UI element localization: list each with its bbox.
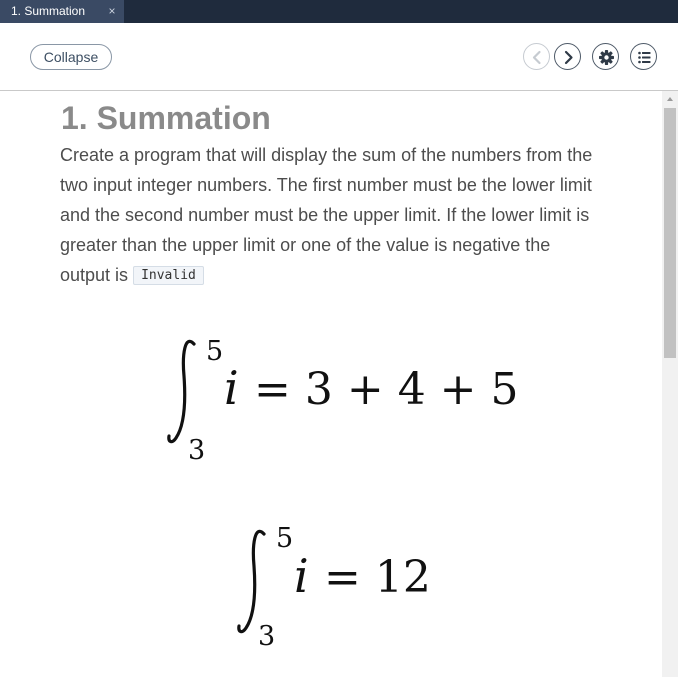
chevron-right-icon — [555, 44, 582, 71]
settings-button[interactable] — [592, 43, 619, 70]
formula-rhs: = 12 — [324, 552, 431, 603]
next-button[interactable] — [554, 43, 581, 70]
tab-label: 1. Summation — [11, 4, 86, 18]
tab-bar — [0, 0, 678, 23]
scroll-thumb[interactable] — [664, 108, 676, 358]
problem-description — [60, 140, 605, 293]
outline-button[interactable] — [630, 43, 657, 70]
formula-rhs: = 3 + 4 + 5 — [254, 364, 519, 415]
formula-result-svg — [230, 516, 490, 656]
lower-limit: 3 — [258, 621, 276, 652]
problem-content — [0, 91, 662, 677]
gear-icon — [593, 44, 620, 71]
integrand: i — [224, 361, 239, 415]
triangle-up-icon — [662, 91, 678, 107]
collapse-button[interactable]: Collapse — [30, 44, 112, 70]
scroll-up-arrow[interactable] — [662, 91, 678, 107]
toolbar — [0, 23, 678, 91]
problem-title: 1. Summation — [61, 100, 271, 136]
formula-result — [230, 516, 490, 661]
upper-limit: 5 — [206, 336, 224, 367]
vertical-scrollbar[interactable] — [662, 91, 678, 677]
inline-code: Invalid — [133, 266, 204, 285]
integrand: i — [294, 549, 309, 603]
list-icon — [631, 44, 658, 71]
formula-expanded — [160, 326, 520, 471]
integral-sign — [239, 531, 264, 631]
integral-sign — [169, 341, 194, 441]
lower-limit: 3 — [188, 435, 206, 466]
upper-limit: 5 — [276, 523, 294, 554]
previous-button[interactable] — [523, 43, 550, 70]
formula-expanded-svg — [160, 326, 520, 466]
description-text: Create a program that will display the sum of the numbers from the two input integer numbers. The first number must be the lower limit and the second number must be the upper limit. If the lower limit is greater than the upper limit or one of the value is negative the output is — [60, 145, 593, 285]
tab-close-icon[interactable]: × — [108, 4, 116, 18]
chevron-left-icon — [524, 44, 551, 71]
